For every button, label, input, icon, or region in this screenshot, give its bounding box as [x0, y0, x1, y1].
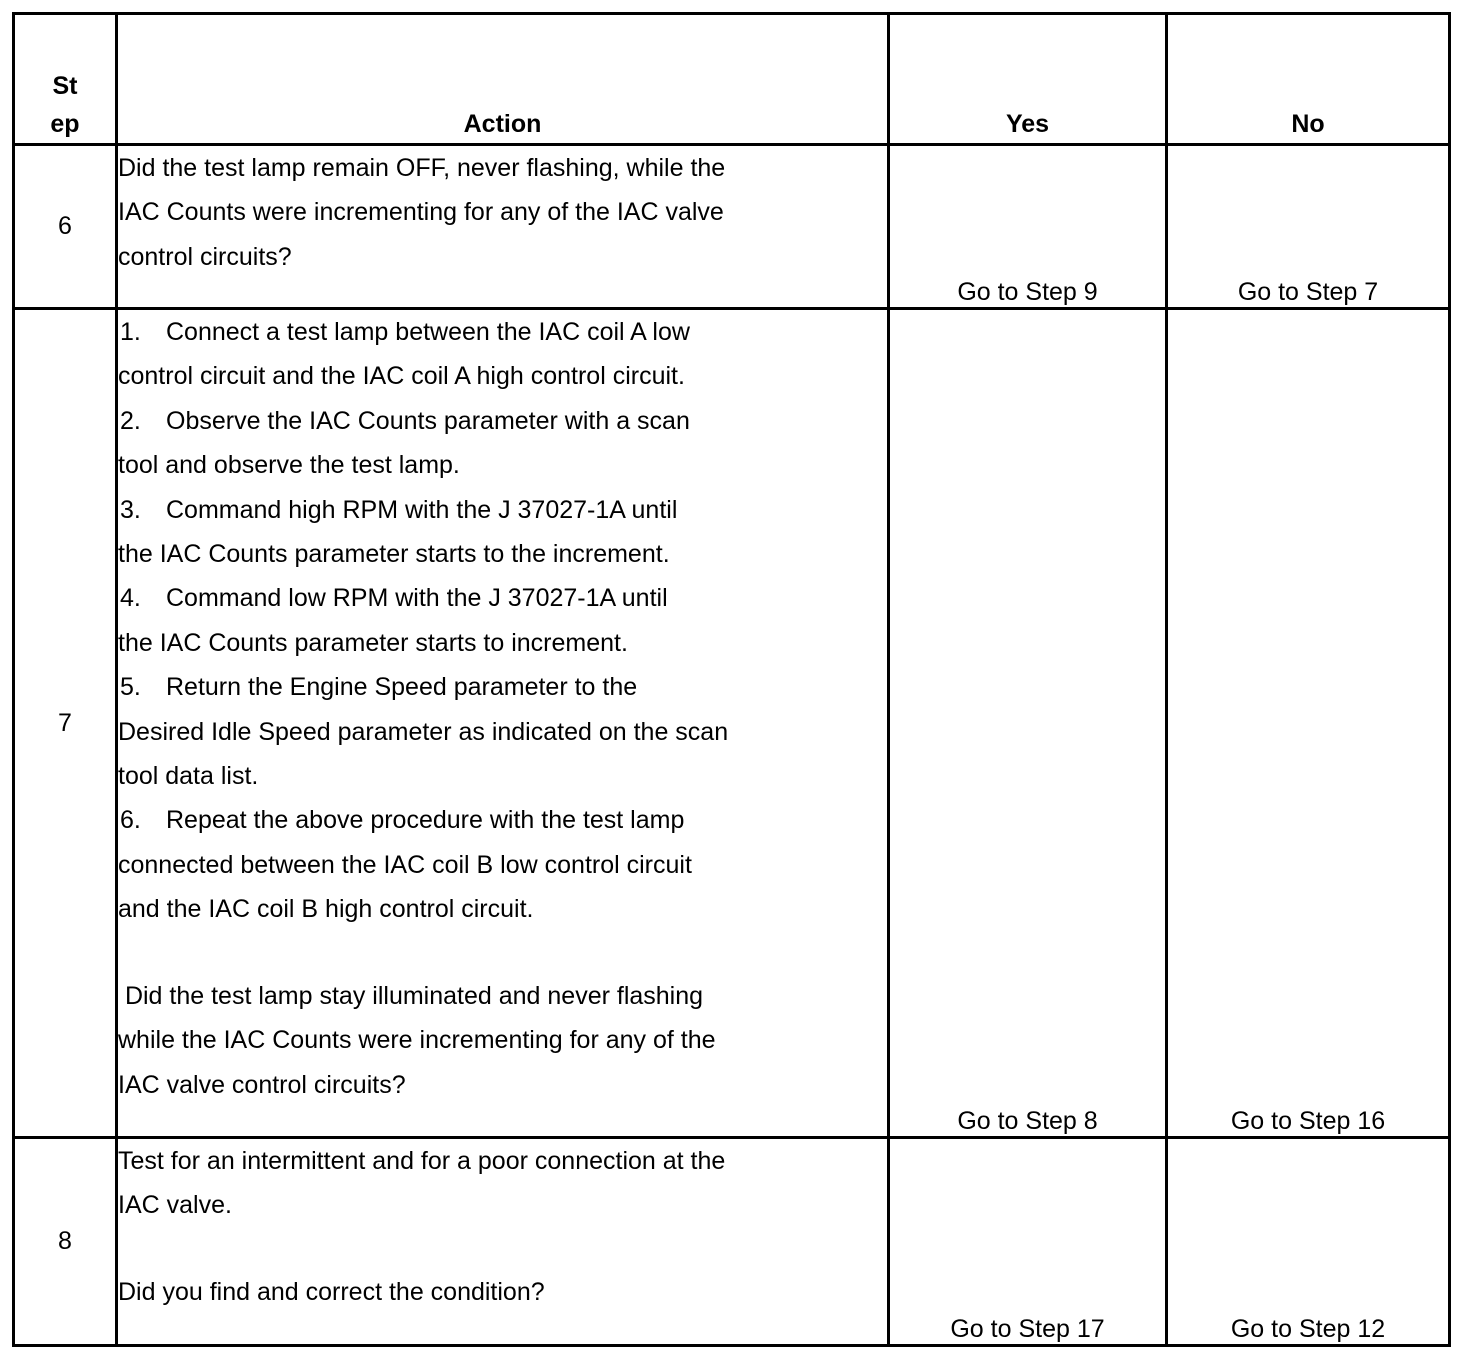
list-item-number: 2. — [120, 406, 141, 435]
list-item — [118, 576, 887, 620]
list-item-continuation: the IAC Counts parameter starts to the increment. — [118, 540, 670, 569]
diagnostic-step-table — [12, 12, 1451, 1347]
action-line: control circuits? — [118, 242, 292, 271]
list-item-number: 5. — [120, 673, 141, 702]
spacer — [118, 1228, 887, 1270]
question-line: Did you find and correct the condition? — [118, 1277, 545, 1306]
list-item — [118, 665, 887, 709]
list-item-number: 3. — [120, 495, 141, 524]
yes-cell: Go to Step 8 — [889, 309, 1167, 1138]
list-item-text: Command low RPM with the J 37027-1A until — [166, 584, 668, 613]
list-item-continuation: tool and observe the test lamp. — [118, 451, 460, 480]
list-item-number: 1. — [120, 318, 141, 346]
yes-cell: Go to Step 17 — [889, 1138, 1167, 1346]
question-line: IAC valve control circuits? — [118, 1070, 406, 1099]
step-header-line1: St — [52, 72, 78, 100]
list-item — [118, 310, 887, 354]
list-item-text: Repeat the above procedure with the test lamp — [166, 806, 685, 835]
action-line: Test for an intermittent and for a poor connection at the — [118, 1147, 726, 1175]
table-header-row — [14, 14, 1450, 145]
list-item-continuation: connected between the IAC coil B low control circuit — [118, 850, 692, 879]
action-cell — [117, 145, 889, 309]
list-item-continuation: and the IAC coil B high control circuit. — [118, 895, 534, 924]
step-number: 8 — [14, 1138, 117, 1346]
action-line: Did the test lamp remain OFF, never flashing, while the — [118, 154, 726, 182]
step-number: 6 — [14, 145, 117, 309]
list-item-text: Observe the IAC Counts parameter with a scan — [166, 406, 690, 435]
list-item — [118, 399, 887, 443]
step-header-line2: ep — [50, 110, 80, 138]
list-item-continuation: control circuit and the IAC coil A high control circuit. — [118, 362, 685, 391]
list-item-continuation: the IAC Counts parameter starts to increment. — [118, 628, 628, 657]
step-number: 7 — [14, 309, 117, 1138]
table-row — [14, 145, 1450, 309]
table-row — [14, 1138, 1450, 1346]
table-row — [14, 309, 1450, 1138]
list-item-text: Command high RPM with the J 37027-1A until — [166, 495, 678, 524]
action-cell — [117, 309, 889, 1138]
question-line: while the IAC Counts were incrementing for any of the — [118, 1026, 716, 1055]
no-cell: Go to Step 12 — [1167, 1138, 1450, 1346]
action-column-header: Action — [117, 14, 889, 145]
action-line: IAC Counts were incrementing for any of the IAC valve — [118, 198, 724, 227]
list-item-number: 6. — [120, 806, 141, 835]
list-item — [118, 488, 887, 532]
action-line: IAC valve. — [118, 1191, 232, 1220]
list-item-text: Return the Engine Speed parameter to the — [166, 673, 638, 702]
no-cell: Go to Step 16 — [1167, 309, 1450, 1138]
list-item-number: 4. — [120, 584, 141, 613]
no-cell: Go to Step 7 — [1167, 145, 1450, 309]
list-item-text: Connect a test lamp between the IAC coil A low — [166, 318, 690, 346]
no-column-header: No — [1167, 14, 1450, 145]
action-cell — [117, 1138, 889, 1346]
step-column-header — [14, 14, 117, 145]
list-item-continuation: tool data list. — [118, 762, 259, 791]
question-line: Did the test lamp stay illuminated and never flashing — [118, 981, 704, 1010]
list-item-continuation: Desired Idle Speed parameter as indicated on the scan — [118, 717, 729, 746]
yes-cell: Go to Step 9 — [889, 145, 1167, 309]
yes-column-header: Yes — [889, 14, 1167, 145]
spacer — [118, 932, 887, 974]
list-item — [118, 798, 887, 842]
